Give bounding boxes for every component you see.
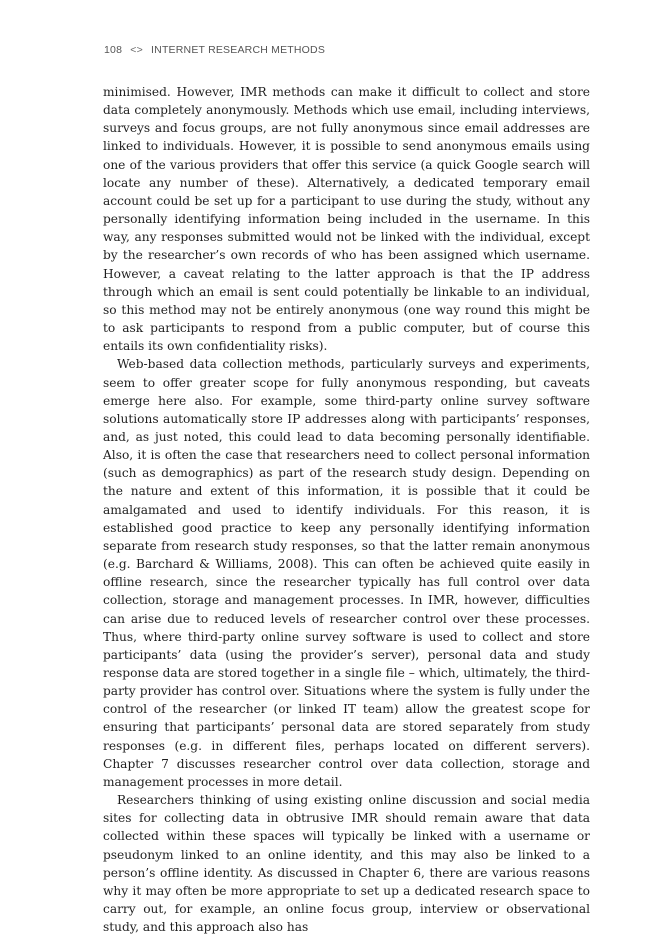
paragraph-2: Web-based data collection methods, particularly surveys and experiments, seem to offer greater scope for fully anonymous responding, but caveats emerge here also. For example, some third-party online survey software solutions automatically store IP addresses along with participants’ responses, and, as just noted, this could lead to data becoming personally identifiable. Also, it is often the case that researchers need to collect personal information (such as demographics) as part of the research study design. Depending on the nature and extent of this information, it is possible that it could be amalgamated and used to identify individuals. For this reason, it is established good practice to keep any personally identifying information separate from research study responses, so that the latter remain anonymous (e.g. Barchard & Williams, 2008). This can often be achieved quite easily in offline research, since the researcher typically has full control over data collection, storage and management processes. In IMR, however, difficulties can arise due to reduced levels of researcher control over these processes. Thus, where third-party online survey software is used to collect and store participants’ data (using the provider’s server), personal data and study response data are stored together in a single file – which, ultimately, the third-party provider has control over. Situations where the system is fully under the control of the researcher (or linked IT team) allow the greatest scope for ensuring that participants’ personal data are stored separately from study responses (e.g. in different files, perhaps located on different servers). Chapter 7 discusses researcher control over data collection, storage and management processes in more detail. <box>103 357 590 789</box>
running-title: INTERNET RESEARCH METHODS <box>151 44 326 56</box>
body-text <box>103 83 590 936</box>
paragraph-3: Researchers thinking of using existing online discussion and social media sites for collecting data in obtrusive IMR should remain aware that data collected within these spaces will typically be linked with a username or pseudonym linked to an online identity, and this may also be linked to a person’s offline identity. As discussed in Chapter 6, there are various reasons why it may often be more appropriate to set up a dedicated research space to carry out, for example, an online focus group, interview or observational study, and this approach also has <box>103 793 590 935</box>
page-number: 108 <box>104 44 123 56</box>
header-separator: <> <box>130 44 143 56</box>
running-head <box>104 44 594 56</box>
paragraph-1: minimised. However, IMR methods can make it difficult to collect and store data completely anonymously. Methods which use email, including interviews, surveys and focus groups, are not fully anonymous since email addresses are linked to individuals. However, it is possible to send anonymous emails using one of the various providers that offer this service (a quick Google search will locate any number of these). Alternatively, a dedicated temporary email account could be set up for a participant to use during the study, without any personally identifying information being included in the username. In this way, any responses submitted would not be linked with the individual, except by the researcher’s own records of who has been assigned which username. However, a caveat relating to the latter approach is that the IP address through which an email is sent could potentially be linkable to an individual, so this method may not be entirely anonymous (one way round this might be to ask participants to respond from a public computer, but of course this entails its own confidentiality risks). <box>103 85 590 354</box>
